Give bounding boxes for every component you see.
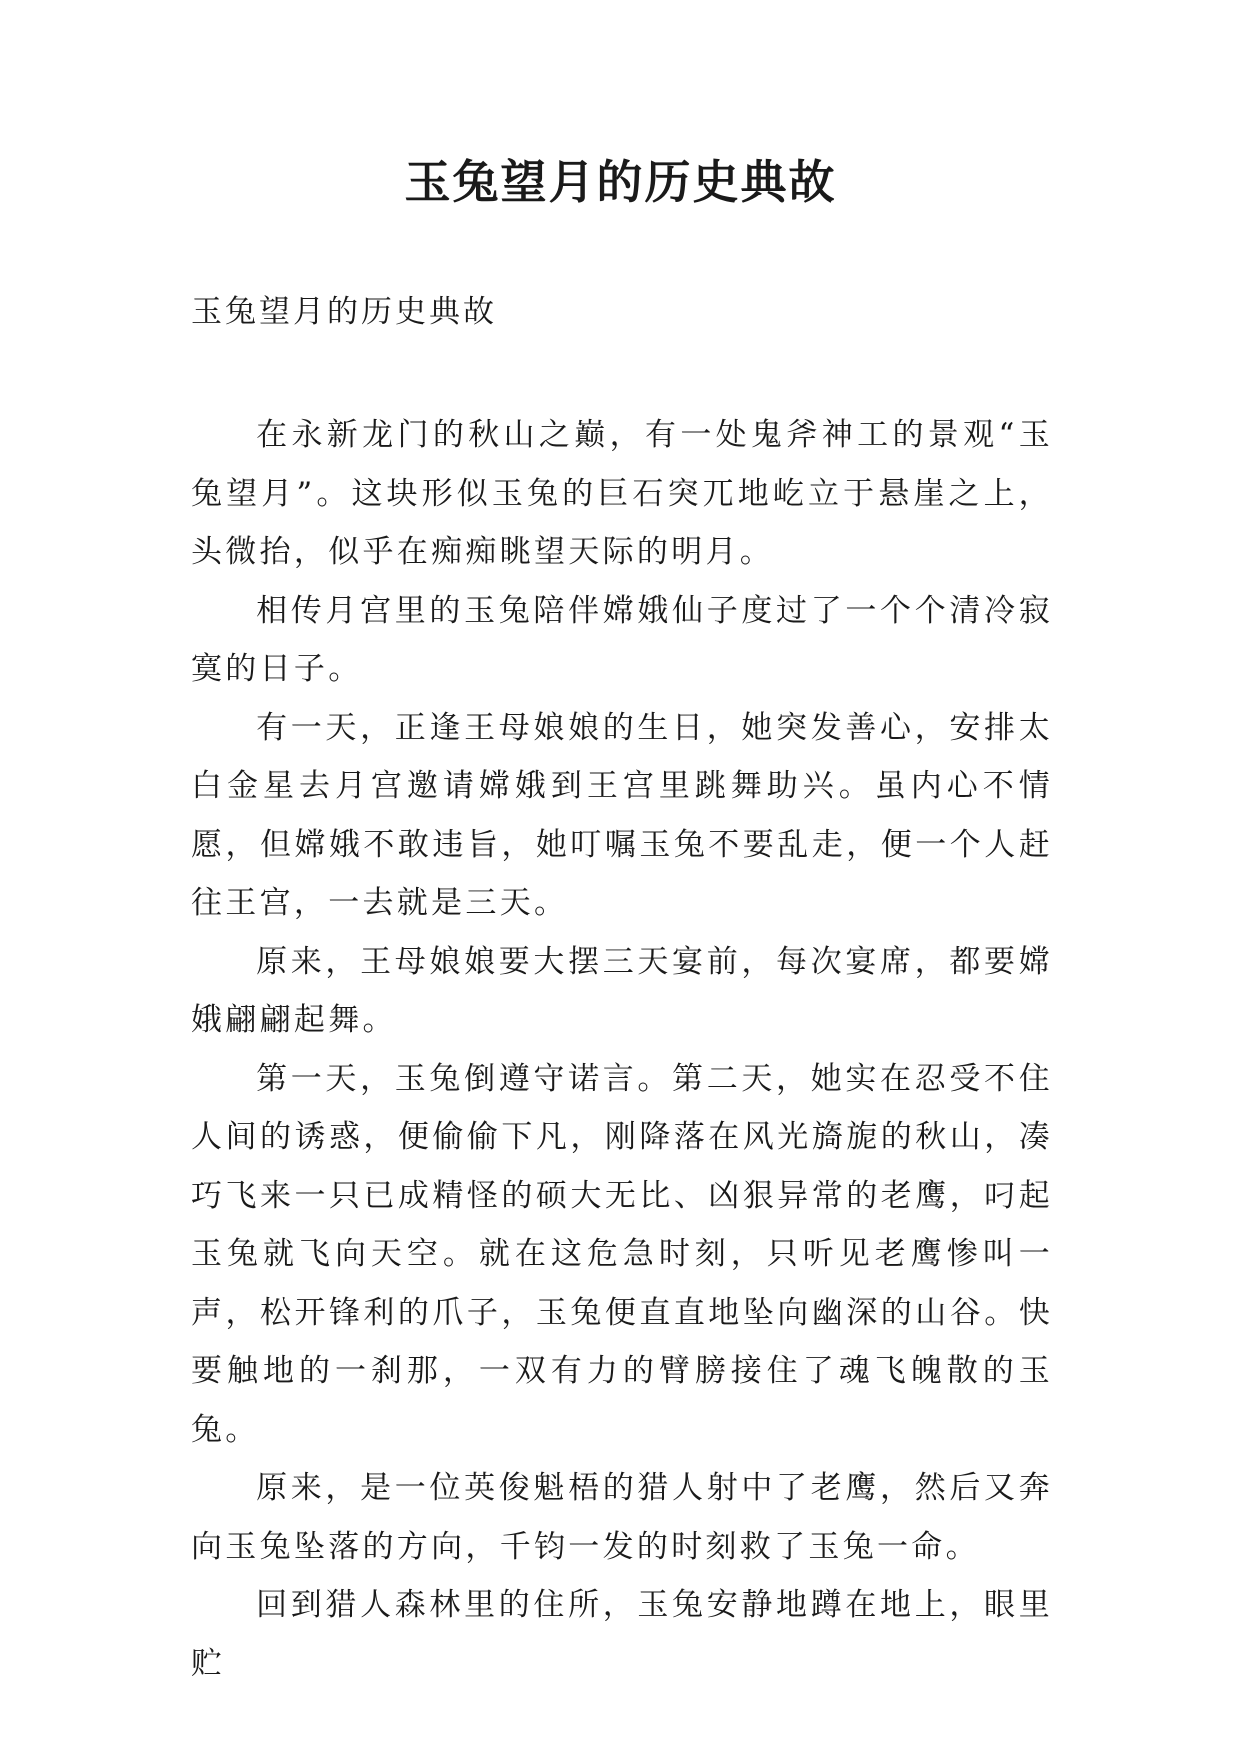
paragraph: 原来，是一位英俊魁梧的猎人射中了老鹰，然后又奔向玉兔坠落的方向，千钧一发的时刻救了玉兔一命。 [191, 1470, 1053, 1565]
paragraph: 相传月宫里的玉兔陪伴嫦娥仙子度过了一个个清冷寂寞的日子。 [191, 592, 1053, 687]
document-subtitle: 玉兔望月的历史典故 [191, 294, 497, 330]
document-body [191, 406, 1053, 1693]
paragraph: 回到猎人森林里的住所，玉兔安静地蹲在地上，眼里贮 [191, 1587, 1053, 1682]
paragraph: 有一天，正逢王母娘娘的生日，她突发善心，安排太白金星去月宫邀请嫦娥到王宫里跳舞助兴。虽内心不情愿，但嫦娥不敢违旨，她叮嘱玉兔不要乱走，便一个人赶往王宫，一去就是三天。 [191, 709, 1053, 921]
paragraph: 原来，王母娘娘要大摆三天宴前，每次宴席，都要嫦娥翩翩起舞。 [191, 943, 1053, 1038]
paragraph: 第一天，玉兔倒遵守诺言。第二天，她实在忍受不住人间的诱惑，便偷偷下凡，刚降落在风光旖旎的秋山，凑巧飞来一只已成精怪的硕大无比、凶狠异常的老鹰，叼起玉兔就飞向天空。就在这危急时刻，只听见老鹰惨叫一声，松开锋利的爪子，玉兔便直直地坠向幽深的山谷。快要触地的一刹那，一双有力的臂膀接住了魂飞魄散的玉兔。 [191, 1060, 1053, 1448]
paragraph: 在永新龙门的秋山之巅，有一处鬼斧神工的景观“玉兔望月”。这块形似玉兔的巨石突兀地屹立于悬崖之上，头微抬，似乎在痴痴眺望天际的明月。 [191, 417, 1053, 570]
document-title: 玉兔望月的历史典故 [404, 155, 837, 209]
